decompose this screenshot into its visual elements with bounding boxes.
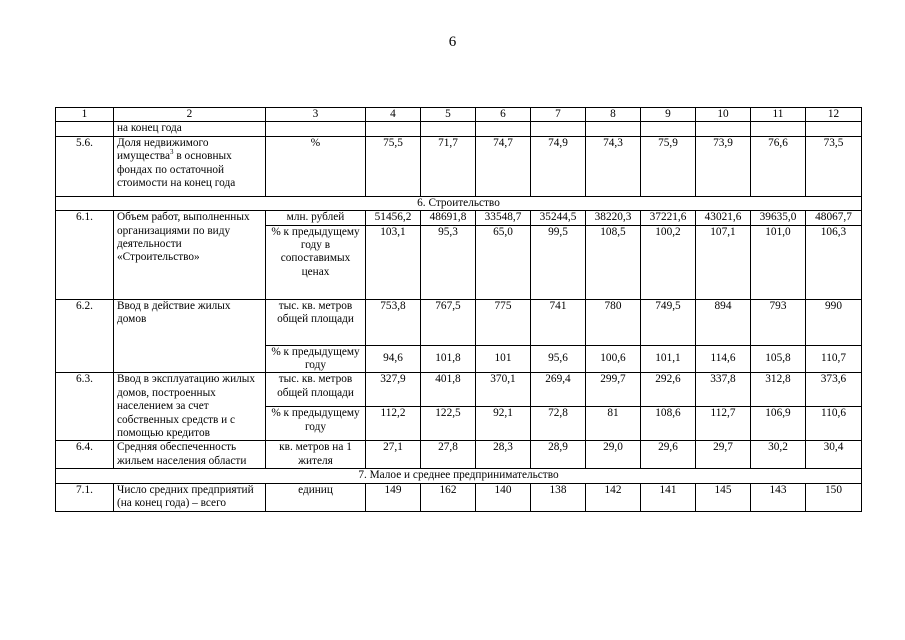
value-cell: 94,6	[366, 345, 421, 373]
value-cell: 100,2	[641, 225, 696, 299]
value-cell: 29,6	[641, 441, 696, 469]
section-title: 7. Малое и среднее предпринимательство	[56, 469, 862, 483]
value-cell: 29,0	[586, 441, 641, 469]
row-name: Число средних предприятий (на конец года) – всего	[114, 483, 266, 511]
value-cell: 101,8	[421, 345, 476, 373]
header-cell: 5	[421, 108, 476, 122]
header-cell: 9	[641, 108, 696, 122]
value-cell: 37221,6	[641, 211, 696, 225]
value-cell: 38220,3	[586, 211, 641, 225]
row-id: 6.3.	[56, 373, 114, 441]
value-cell: 110,6	[806, 407, 862, 441]
value-cell: 73,5	[806, 136, 862, 196]
value-cell: 142	[586, 483, 641, 511]
value-cell: 76,6	[751, 136, 806, 196]
value-cell: 775	[476, 299, 531, 345]
row-name: на конец года	[114, 122, 266, 136]
value-cell: 894	[696, 299, 751, 345]
value-cell: 51456,2	[366, 211, 421, 225]
value-cell: 269,4	[531, 373, 586, 407]
value-cell: 149	[366, 483, 421, 511]
value-cell: 767,5	[421, 299, 476, 345]
value-cell: 162	[421, 483, 476, 511]
value-cell: 749,5	[641, 299, 696, 345]
value-cell: 108,6	[641, 407, 696, 441]
value-cell: 48067,7	[806, 211, 862, 225]
section-row	[56, 196, 862, 210]
header-cell: 6	[476, 108, 531, 122]
unit-cell: млн. рублей	[266, 211, 366, 225]
value-cell: 95,6	[531, 345, 586, 373]
value-cell: 145	[696, 483, 751, 511]
unit-cell: %	[266, 136, 366, 196]
value-cell: 73,9	[696, 136, 751, 196]
value-cell: 103,1	[366, 225, 421, 299]
value-cell: 99,5	[531, 225, 586, 299]
header-cell: 7	[531, 108, 586, 122]
table-row	[56, 299, 862, 345]
value-cell: 27,8	[421, 441, 476, 469]
row-name: Средняя обеспеченность жильем населения области	[114, 441, 266, 469]
value-cell: 29,7	[696, 441, 751, 469]
section-title: 6. Строительство	[56, 196, 862, 210]
value-cell: 327,9	[366, 373, 421, 407]
value-cell: 92,1	[476, 407, 531, 441]
table-row	[56, 211, 862, 225]
value-cell: 780	[586, 299, 641, 345]
table-row	[56, 136, 862, 196]
value-cell: 401,8	[421, 373, 476, 407]
header-cell: 3	[266, 108, 366, 122]
page-number: 6	[448, 34, 457, 50]
value-cell: 112,7	[696, 407, 751, 441]
value-cell: 143	[751, 483, 806, 511]
value-cell: 101,1	[641, 345, 696, 373]
value-cell: 114,6	[696, 345, 751, 373]
row-id: 7.1.	[56, 483, 114, 511]
row-id: 6.2.	[56, 299, 114, 373]
row-name-part: в основных фондах по остаточной стоимости на конец года	[117, 150, 236, 190]
row-name-part: Доля недвижимого имущества	[117, 136, 209, 163]
value-cell: 39635,0	[751, 211, 806, 225]
value-cell: 65,0	[476, 225, 531, 299]
unit-cell: тыс. кв. метров общей площади	[266, 373, 366, 407]
value-cell: 292,6	[641, 373, 696, 407]
unit-cell: % к предыдущему году в сопоставимых ценах	[266, 225, 366, 299]
value-cell: 27,1	[366, 441, 421, 469]
value-cell: 28,3	[476, 441, 531, 469]
value-cell: 43021,6	[696, 211, 751, 225]
header-cell: 10	[696, 108, 751, 122]
value-cell: 141	[641, 483, 696, 511]
table-row	[56, 483, 862, 511]
table-row	[56, 122, 862, 136]
value-cell: 373,6	[806, 373, 862, 407]
unit-cell: тыс. кв. метров общей площади	[266, 299, 366, 345]
unit-cell: % к предыдущему году	[266, 407, 366, 441]
value-cell: 71,7	[421, 136, 476, 196]
header-cell: 11	[751, 108, 806, 122]
value-cell: 138	[531, 483, 586, 511]
value-cell: 75,5	[366, 136, 421, 196]
unit-cell: кв. метров на 1 жителя	[266, 441, 366, 469]
statistics-table	[55, 107, 862, 512]
value-cell: 106,3	[806, 225, 862, 299]
row-id: 6.1.	[56, 211, 114, 299]
table-row	[56, 373, 862, 407]
table-row	[56, 441, 862, 469]
header-cell: 1	[56, 108, 114, 122]
value-cell: 108,5	[586, 225, 641, 299]
header-cell: 12	[806, 108, 862, 122]
value-cell: 107,1	[696, 225, 751, 299]
value-cell: 101	[476, 345, 531, 373]
row-name: Ввод в эксплуатацию жилых домов, построенных населением за счет собственных средств и с помощью кредитов	[114, 373, 266, 441]
value-cell: 30,4	[806, 441, 862, 469]
value-cell: 312,8	[751, 373, 806, 407]
value-cell: 150	[806, 483, 862, 511]
value-cell: 105,8	[751, 345, 806, 373]
value-cell: 30,2	[751, 441, 806, 469]
value-cell: 337,8	[696, 373, 751, 407]
row-name: Ввод в действие жилых домов	[114, 299, 266, 373]
value-cell: 140	[476, 483, 531, 511]
value-cell: 95,3	[421, 225, 476, 299]
header-cell: 2	[114, 108, 266, 122]
value-cell: 74,3	[586, 136, 641, 196]
section-row	[56, 469, 862, 483]
value-cell: 48691,8	[421, 211, 476, 225]
value-cell: 33548,7	[476, 211, 531, 225]
value-cell: 74,9	[531, 136, 586, 196]
value-cell: 100,6	[586, 345, 641, 373]
value-cell: 35244,5	[531, 211, 586, 225]
value-cell: 110,7	[806, 345, 862, 373]
row-id: 5.6.	[56, 136, 114, 196]
value-cell: 122,5	[421, 407, 476, 441]
value-cell: 112,2	[366, 407, 421, 441]
value-cell: 753,8	[366, 299, 421, 345]
value-cell: 101,0	[751, 225, 806, 299]
value-cell: 74,7	[476, 136, 531, 196]
header-cell: 8	[586, 108, 641, 122]
value-cell: 72,8	[531, 407, 586, 441]
value-cell: 75,9	[641, 136, 696, 196]
value-cell: 793	[751, 299, 806, 345]
footnote-mark: 3	[170, 148, 174, 157]
row-id: 6.4.	[56, 441, 114, 469]
row-name	[114, 136, 266, 196]
header-row	[56, 108, 862, 122]
value-cell: 28,9	[531, 441, 586, 469]
value-cell: 81	[586, 407, 641, 441]
value-cell: 741	[531, 299, 586, 345]
unit-cell: единиц	[266, 483, 366, 511]
row-name: Объем работ, выполненных организациями по виду деятельности «Строительство»	[114, 211, 266, 299]
value-cell: 370,1	[476, 373, 531, 407]
value-cell: 299,7	[586, 373, 641, 407]
header-cell: 4	[366, 108, 421, 122]
value-cell: 106,9	[751, 407, 806, 441]
value-cell: 990	[806, 299, 862, 345]
unit-cell: % к предыдущему году	[266, 345, 366, 373]
